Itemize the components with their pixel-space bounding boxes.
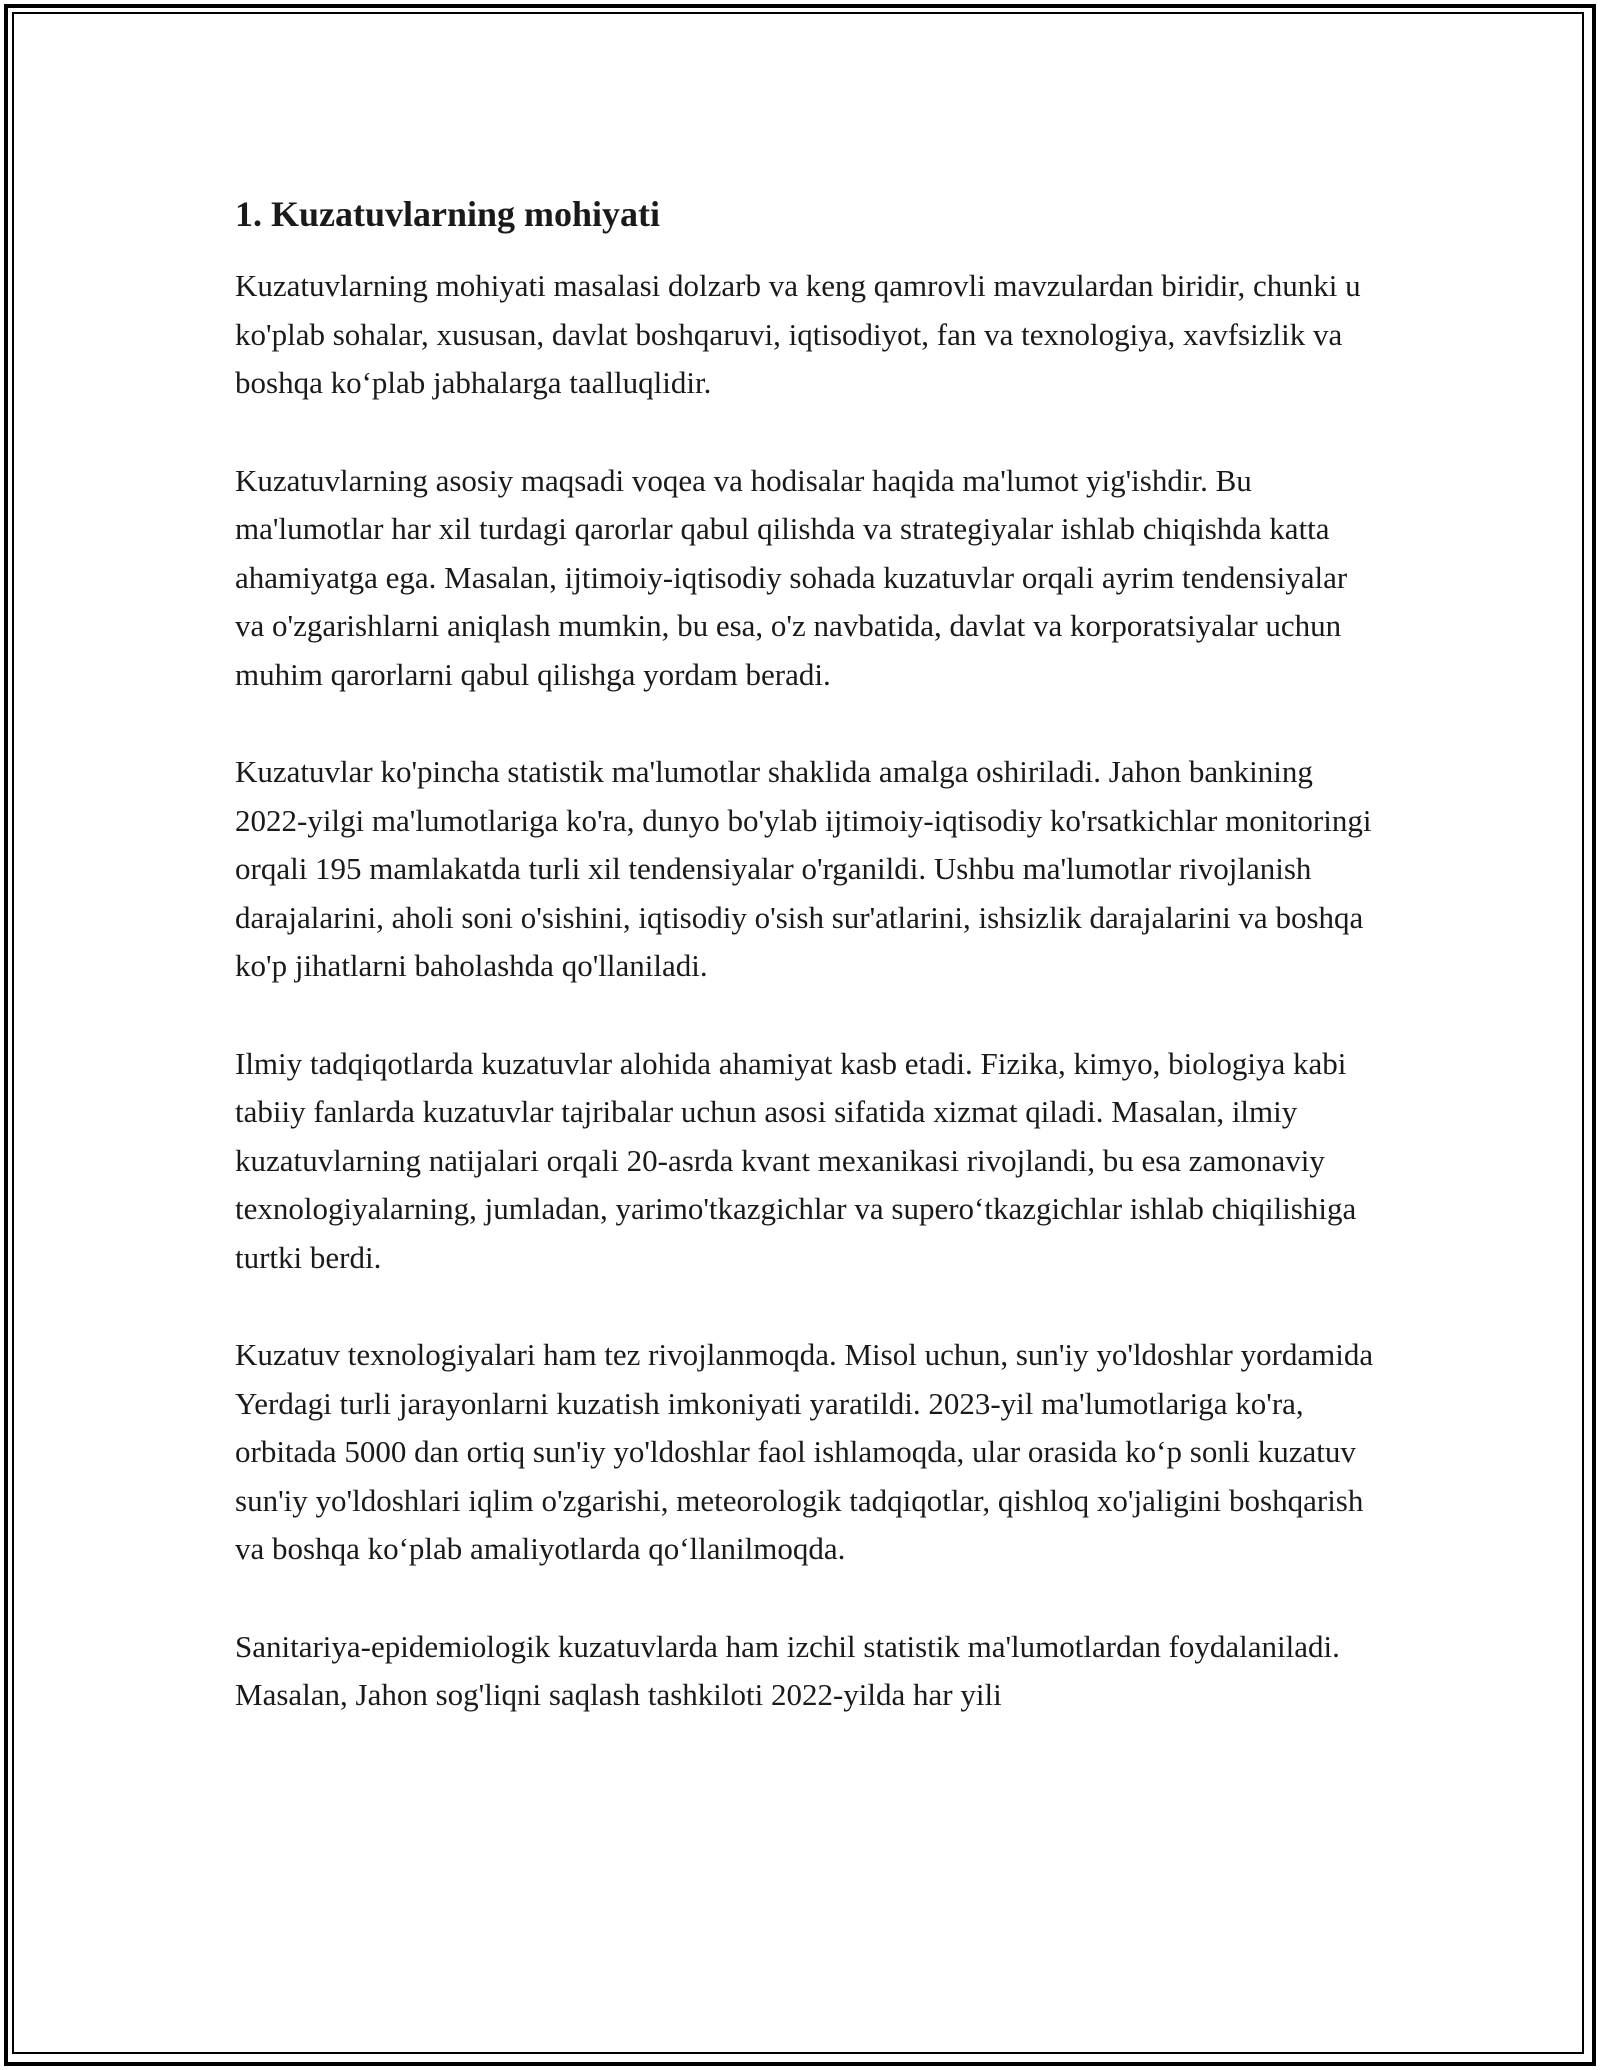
paragraph-2: Kuzatuvlarning asosiy maqsadi voqea va hodisalar haqida ma'lumot yig'ishdir. Bu ma'lumotlar har xil turdagi qarorlar qabul qilishda va strategiyalar ishlab chiqishda katta ahamiyatga ega. Masalan, ijtimoiy-iqtisodiy sohada kuzatuvlar orqali ayrim tendensiyalar va o'zgarishlarni aniqlash mumkin, bu esa, o'z navbatida, davlat va korporatsiyalar uchun muhim qarorlarni qabul qilishga yordam beradi. xyxy=(235,462,1348,692)
section-heading: 1. Kuzatuvlarning mohiyati xyxy=(235,194,661,234)
paragraph-5: Kuzatuv texnologiyalari ham tez rivojlanmoqda. Misol uchun, sun'iy yo'ldoshlar yordamida Yerdagi turli jarayonlarni kuzatish imkoniyati yaratildi. 2023-yil ma'lumotlariga ko'ra, orbitada 5000 dan ortiq sun'iy yo'ldoshlar faol ishlamoqda, ular orasida ko‘p sonli kuzatuv sun'iy yo'ldoshlari iqlim o'zgarishi, meteorologik tadqiqotlar, qishloq xo'jaligini boshqarish va boshqa ko‘plab amaliyotlarda qo‘llanilmoqda. xyxy=(235,1337,1374,1566)
paragraph-4: Ilmiy tadqiqotlarda kuzatuvlar alohida ahamiyat kasb etadi. Fizika, kimyo, biologiya kabi tabiiy fanlarda kuzatuvlar tajribalar uchun asosi sifatida xizmat qiladi. Masalan, ilmiy kuzatuvlarning natijalari orqali 20-asrda kvant mexanikasi rivojlandi, bu esa zamonaviy texnologiyalarning, jumladan, yarimo'tkazgichlar va supero‘tkazgichlar ishlab chiqilishiga turtki berdi. xyxy=(235,1045,1357,1275)
paragraph-1: Kuzatuvlarning mohiyati masalasi dolzarb va keng qamrovli mavzulardan biridir, chunki u ko'plab sohalar, xususan, davlat boshqaruvi, iqtisodiyot, fan va texnologiya, xavfsizlik va boshqa ko‘plab jabhalarga taalluqlidir. xyxy=(235,268,1361,400)
paragraph-3: Kuzatuvlar ko'pincha statistik ma'lumotlar shaklida amalga oshiriladi. Jahon bankining 2022-yilgi ma'lumotlariga ko'ra, dunyo bo'ylab ijtimoiy-iqtisodiy ko'rsatkichlar monitoringi orqali 195 mamlakatda turli xil tendensiyalar o'rganildi. Ushbu ma'lumotlar rivojlanish darajalarini, aholi soni o'sishini, iqtisodiy o'sish sur'atlarini, ishsizlik darajalarini va boshqa ko'p jihatlarni baholashda qo'llaniladi. xyxy=(235,754,1372,983)
paragraph-6: Sanitariya-epidemiologik kuzatuvlarda ham izchil statistik ma'lumotlardan foydalaniladi. Masalan, Jahon sog'liqni saqlash tashkiloti 2022-yilda har yili xyxy=(235,1628,1340,1712)
document-body xyxy=(235,190,1375,1769)
